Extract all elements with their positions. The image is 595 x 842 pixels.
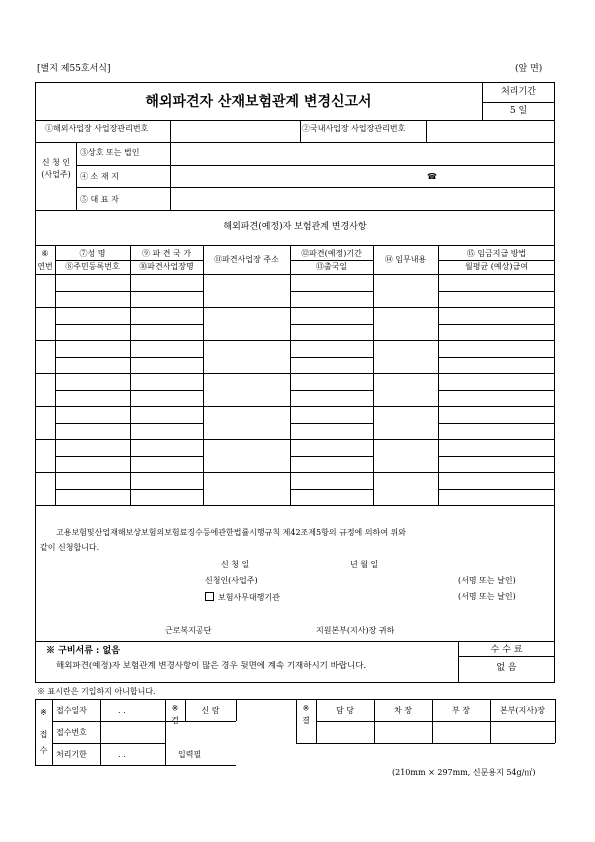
table-subrow-border[interactable] [290,291,373,292]
col-14-duty: ⑭ 임무내용 [384,255,427,264]
address-label: ④ 소 재 지 [80,172,119,181]
table-subrow-border[interactable] [290,357,373,358]
table-subrow-border[interactable] [438,489,555,490]
table-subrow-border[interactable] [438,390,555,391]
receipt-date-dots[interactable]: . . [118,706,126,715]
agent-label: 보험사무대행기관 [218,593,280,602]
continuation-note: 해외파견(예정)자 보험관계 변경사항이 많은 경우 뒷면에 계속 기재하시기 바랍니다. [56,661,367,671]
table-row-border[interactable] [35,373,555,374]
receipt-no-label: 접수번호 [56,728,87,737]
agent-signature-note: (서명 또는 날인) [458,592,516,601]
table-subrow-border[interactable] [438,357,555,358]
table-subrow-border[interactable] [290,489,373,490]
table-subrow-border[interactable] [55,324,203,325]
table-subrow-border[interactable] [55,456,203,457]
applicant-group-label: 신 청 인 (사업주) [41,158,71,179]
table-subrow-border[interactable] [55,423,203,424]
representative-label: ⑤ 대 표 자 [80,195,119,204]
table-row-border[interactable] [35,307,555,308]
fee-label: 수 수 료 [490,645,523,655]
agent-label-row [205,592,280,603]
office-mark: ※ [40,708,47,717]
agent-checkbox[interactable] [205,592,214,601]
table-subrow-border[interactable] [290,324,373,325]
table-subrow-border[interactable] [55,357,203,358]
review-mark: ※ [171,704,179,713]
deadline-dots[interactable]: . . [118,750,126,759]
table-subrow-border[interactable] [55,390,203,391]
col-15-avg-wage: 월평균 (예상)급여 [465,262,528,271]
phone-icon: ☎ [427,172,437,181]
approval-label-short: 결 [302,716,310,725]
footnote: ※ 표시란은 기입하지 아니합니다. [37,687,156,696]
declaration-text-1: 고용보험및산업재해보상보험의보험료징수등에관한법률시행규칙 제42조제5항의 규정에 의하여 위와 [56,528,407,537]
company-name-label: ③상호 또는 법인 [80,148,140,157]
table-subrow-border[interactable] [438,291,555,292]
declaration-text-2: 같이 신청합니다. [40,543,100,552]
table-subrow-border[interactable] [290,390,373,391]
entry-done-label: 입력필 [178,750,202,759]
col-7-name: ⑦성 명 [79,249,106,258]
application-date-fields[interactable]: 년 월 일 [350,560,379,569]
table-subrow-border[interactable] [438,324,555,325]
col-12-period: ⑫파견(예정)기간 [301,249,362,258]
change-section-title: 해외파견(예정)자 보험관계 변경사항 [223,222,367,232]
table-subrow-border[interactable] [290,456,373,457]
staff-label: 담 당 [336,706,354,715]
overseas-business-no-label: ①해외사업장 사업장관리번호 [45,124,149,133]
required-documents: ※ 구비서류 : 없음 [46,646,120,656]
domestic-business-no-label: ②국내사업장 사업장관리번호 [302,124,406,133]
table-subrow-border[interactable] [438,423,555,424]
vice-label: 차 장 [394,706,412,715]
col-6-label: 연번 [37,262,53,271]
processing-period-value: 5 일 [509,106,528,116]
receipt-group-label: 접 수 [39,730,48,755]
table-row-border[interactable] [35,340,555,341]
applicant-signature-note: (서명 또는 날인) [458,576,516,585]
table-row-border[interactable] [35,406,555,407]
col-15-wage-method: ⑮ 임금지급 방법 [466,249,527,258]
table-subrow-border[interactable] [55,291,203,292]
col-13-departure: ⑬출국일 [315,262,348,271]
table-subrow-border[interactable] [438,456,555,457]
organization-name: 근로복지공단 [165,626,212,635]
approval-mark: ※ [302,704,310,713]
deadline-label: 처리기한 [56,750,87,759]
review-label-short: 검 [171,716,179,725]
applicant-signature-label: 신청인(사업주) [205,576,258,585]
paper-spec: (210mm × 297mm, 신문용지 54g/㎡) [392,768,536,777]
page-side: (앞 면) [515,64,543,74]
application-date-label: 신 청 일 [221,560,250,569]
table-row-border[interactable] [35,472,555,473]
table-subrow-border[interactable] [290,423,373,424]
table-row-border[interactable] [35,505,555,506]
table-row-border[interactable] [35,439,555,440]
col-6-mark: ⑥ [41,249,49,258]
receipt-date-label: 접수일자 [56,706,87,715]
col-8-id-no: ⑧주민등록번호 [65,262,120,271]
fee-value: 없 음 [496,663,517,673]
head-label: 본부(지사)장 [500,706,545,715]
form-title: 해외파견자 산재보험관계 변경신고서 [145,94,372,110]
col-9-country: ⑨ 파 견 국 가 [141,249,192,258]
col-10-site-name: ⑩파견사업장명 [139,262,194,271]
col-11-site-address: ⑪파견사업장 주소 [214,255,279,264]
review-label: 신 람 [201,706,220,715]
recipient: 지원본부(지사)장 귀하 [316,626,395,635]
processing-period-label: 처리기간 [501,87,536,97]
chief-label: 부 장 [452,706,470,715]
table-subrow-border[interactable] [55,489,203,490]
form-number: [별지 제55호서식] [37,64,111,74]
